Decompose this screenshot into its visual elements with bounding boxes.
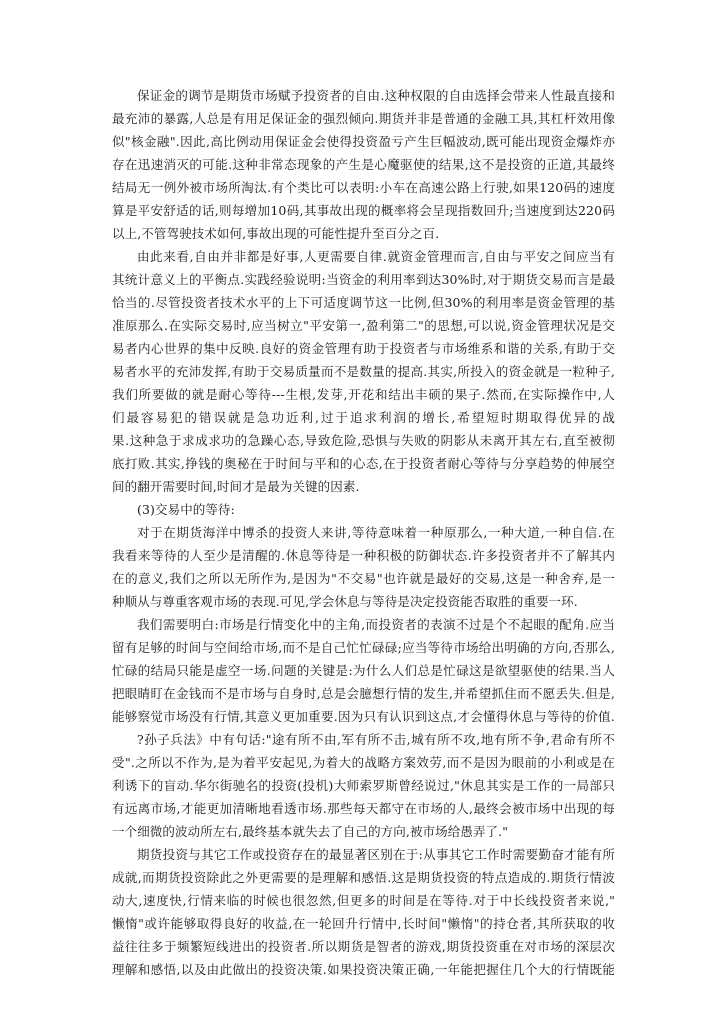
text-line: 底打败.其实,挣钱的奥秘在于时间与平和的心态,在于投资者耐心等待与分享趋势的伸展空 bbox=[112, 456, 615, 471]
text-line: 似"核金融".因此,高比例动用保证金会使得投资盈亏产生巨幅波动,既可能出现资金爆炸亦 bbox=[112, 134, 615, 149]
text-line: 一个细微的波动所左右,最终基本就失去了自己的方向,被市场给愚弄了." bbox=[112, 824, 509, 839]
text-line: 存在迅速消灭的可能.这种非常态现象的产生是心魔驱使的结果,这不是投资的正道,其最终 bbox=[112, 157, 615, 172]
text-line: 有远离市场,才能更加清晰地看透市场.那些每天都守在市场的人,最终会被市场中出现的每 bbox=[112, 801, 615, 816]
text-line: 以上,不管驾驶技术如何,事故出现的可能性提升至百分之百. bbox=[112, 226, 440, 241]
text-line: 易者水平的充沛发挥,有助于交易质量而不是数量的提高.其实,所投入的资金就是一粒种子, bbox=[112, 364, 615, 379]
text-line: (3)交易中的等待: bbox=[137, 502, 235, 517]
text-line: 懒惰"或许能够取得良好的收益,在一轮回升行情中,长时间"懒惰"的持仓者,其所获取的收 bbox=[112, 916, 615, 931]
text-line: 能够察觉市场没有行情,其意义更加重要.因为只有认识到这点,才会懂得休息与等待的价值. bbox=[112, 709, 615, 724]
text-line: 由此来看,自由并非都是好事,人更需要自律.就资金管理而言,自由与平安之间应当有 bbox=[137, 249, 615, 264]
text-line: 成就,而期货投资除此之外更需要的是理解和感悟.这是期货投资的特点造成的.期货行情波 bbox=[112, 870, 615, 885]
text-line: 恰当的.尽管投资者技术水平的上下可适度调节这一比例,但30%的利用率是资金管理的基 bbox=[112, 295, 615, 310]
text-line: 最充沛的暴露,人总是有用足保证金的强烈倾向.期货并非是普通的金融工具,其杠杆效用像 bbox=[112, 111, 615, 126]
text-line: 其统计意义上的平衡点.实践经验说明:当资金的利用率到达30%时,对于期货交易而言是最 bbox=[112, 272, 615, 287]
text-line: 动大,速度快,行情来临的时候也很忽然,但更多的时间是在等待.对于中长线投资者来说," bbox=[112, 893, 615, 908]
text-line: ?孙子兵法》中有句话:"途有所不由,军有所不击,城有所不攻,地有所不争,君命有所不 bbox=[137, 732, 615, 747]
text-line: 种顺从与尊重客观市场的表现.可见,学会休息与等待是决定投资能否取胜的重要一环. bbox=[112, 594, 578, 609]
text-line: 忙碌的结局只能是虚空一场.问题的关键是:为什么人们总是忙碌这是欲望驱使的结果.当人 bbox=[112, 663, 615, 678]
text-line: 益往往多于频繁短线进出的投资者.所以期货是智者的游戏,期货投资重在对市场的深层次 bbox=[112, 939, 615, 954]
text-line: 期货投资与其它工作或投资存在的最显著区别在于:从事其它工作时需要勤奋才能有所 bbox=[137, 847, 615, 862]
text-line: 利诱下的盲动.华尔街驰名的投资(投机)大师索罗斯曾经说过,"休息其实是工作的一局部只 bbox=[112, 778, 615, 793]
text-line: 算是平安舒适的话,则每增加10码,其事故出现的概率将会呈现指数回升;当速度到达220码 bbox=[112, 203, 615, 218]
text-line: 果.这种急于求成求功的急躁心态,导致危险,恐惧与失败的阴影从未离开其左右,直至被彻 bbox=[112, 433, 615, 448]
text-line: 我们需要明白:市场是行情变化中的主角,而投资者的表演不过是个不起眼的配角.应当 bbox=[137, 617, 615, 632]
text-line: 把眼睛盯在金钱而不是市场与自身时,总是会臆想行情的发生,并希望抓住而不愿丢失.但是, bbox=[112, 686, 615, 701]
text-line: 理解和感悟,以及由此做出的投资决策.如果投资决策正确,一年能把握住几个大的行情既能 bbox=[112, 962, 615, 977]
text-line: 易者内心世界的集中反映.良好的资金管理有助于投资者与市场维系和谐的关系,有助于交 bbox=[112, 341, 615, 356]
text-line: 保证金的调节是期货市场赋予投资者的自由.这种权限的自由选择会带来人性最直接和 bbox=[137, 88, 615, 103]
text-line: 在的意义,我们之所以无所作为,是因为"不交易"也许就是最好的交易,这是一种舍弃,是一 bbox=[112, 571, 615, 586]
text-line: 们最容易犯的错误就是急功近利,过于追求利润的增长,希望短时期取得优异的战 bbox=[112, 410, 615, 425]
document-body bbox=[112, 84, 615, 981]
text-line: 间的翻开需要时间,时间才是最为关键的因素. bbox=[112, 479, 360, 494]
text-line: 准原那么.在实际交易时,应当树立"平安第一,盈利第二"的思想,可以说,资金管理状况是交 bbox=[112, 318, 615, 333]
text-line: 我们所要做的就是耐心等待---生根,发芽,开花和结出丰硕的果子.然而,在实际操作中,人 bbox=[112, 387, 615, 402]
text-line: 结局无一例外被市场所淘汰.有个类比可以表明:小车在高速公路上行驶,如果120码的速度 bbox=[112, 180, 615, 195]
text-line: 留有足够的时间与空间给市场,而不是自己忙忙碌碌;应当等待市场给出明确的方向,否那么, bbox=[112, 640, 615, 655]
text-line: 对于在期货海洋中博杀的投资人来讲,等待意味着一种原那么,一种大道,一种自信.在 bbox=[137, 525, 615, 540]
text-line: 我看来等待的人至少是清醒的.休息等待是一种积极的防御状态.许多投资者并不了解其内 bbox=[112, 548, 615, 563]
text-line: 受".之所以不作为,是为着平安起见,为着大的战略方案效劳,而不是因为眼前的小利或是在 bbox=[112, 755, 615, 770]
